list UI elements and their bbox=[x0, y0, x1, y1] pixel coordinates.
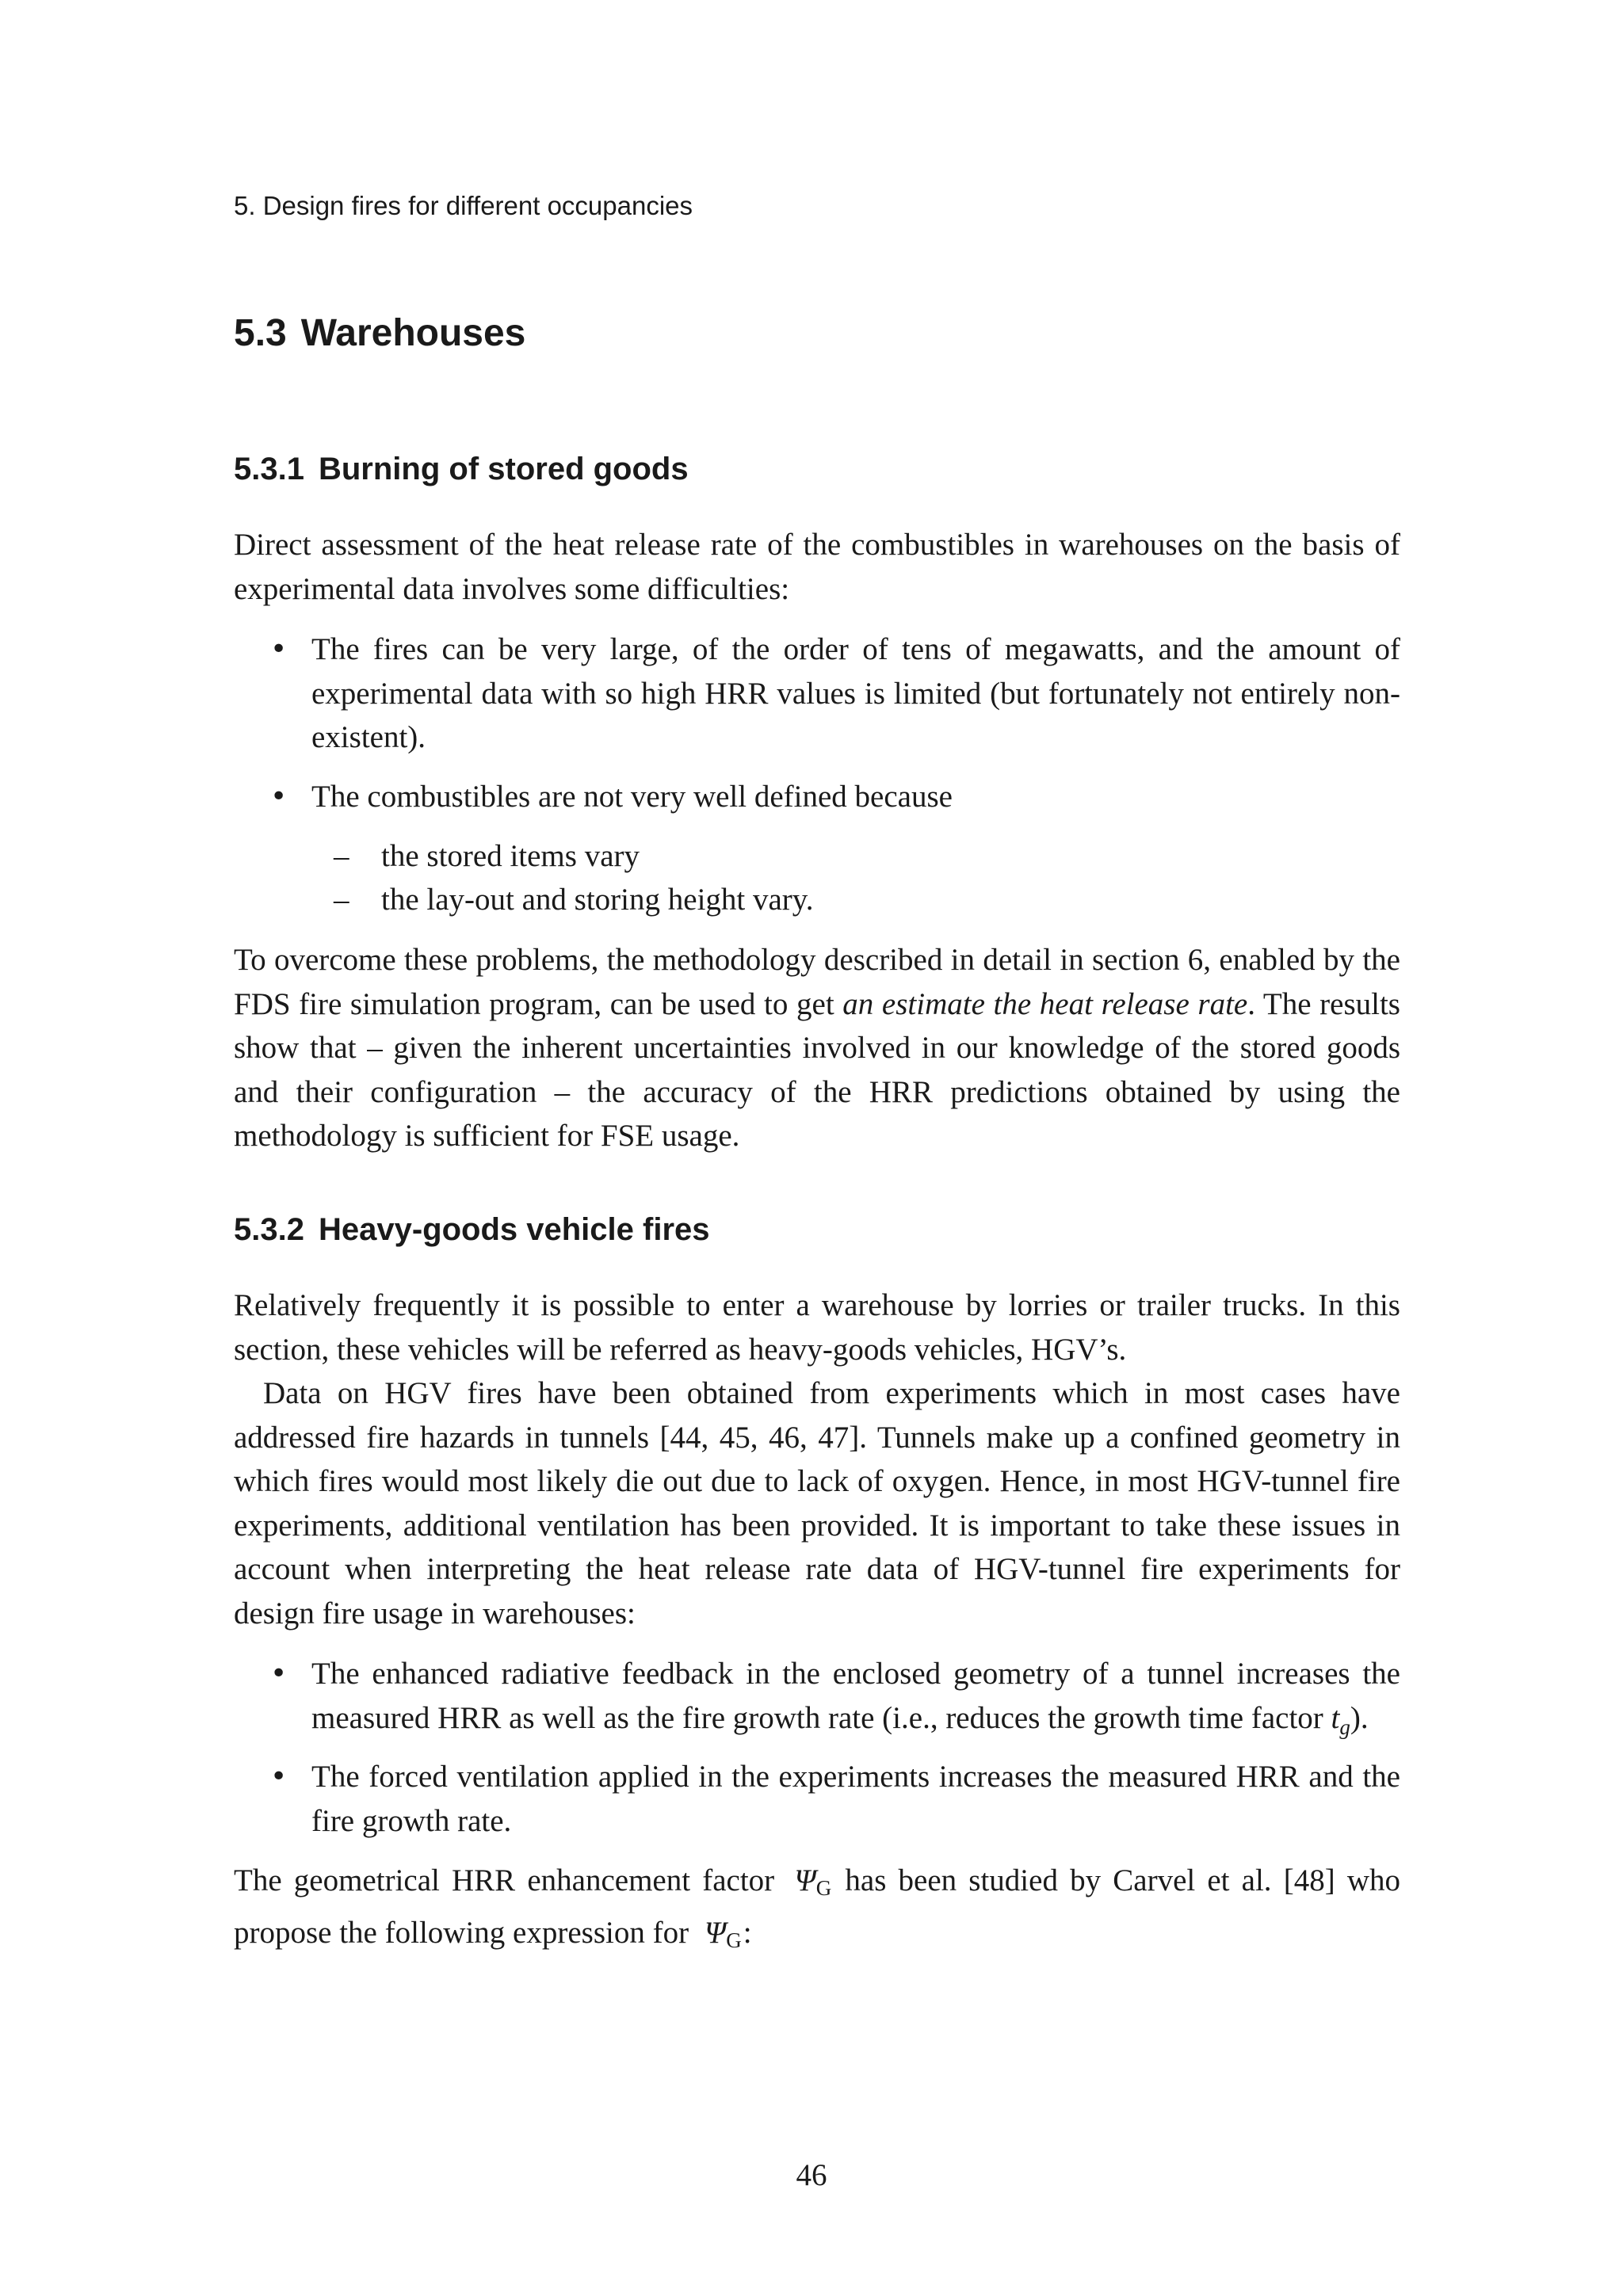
section-heading bbox=[234, 311, 525, 357]
paragraph-text: The geometrical HRR enhancement factor bbox=[234, 1863, 775, 1897]
psi-symbol: Ψ bbox=[704, 1915, 727, 1950]
growth-time-subscript: g bbox=[1339, 1714, 1350, 1739]
growth-time-symbol: t bbox=[1331, 1700, 1340, 1735]
subsection-number: 5.3.1 bbox=[234, 452, 304, 486]
bullet-item bbox=[270, 627, 1400, 760]
subsection-heading-5-3-1 bbox=[234, 450, 689, 488]
paragraph-hgv-data: Data on HGV fires have been obtained from experiments which in most cases have addressed fire hazards in tunnels [44, 45, 46, 47]. Tunnels make up a confined geometry in which fires would most likely die out due to lack of oxygen. Hence, in most HGV-tunnel fire experiments, additional ventilation has been provided. It is important to take these issues in account when interpreting the heat release rate data of HGV-tunnel fire experiments for design fire usage in warehouses: bbox=[234, 1376, 1400, 1630]
paragraph-text: . The results show that – given the inherent uncertainties involved in our knowledge of the stored goods and their configuration – the accuracy of the HRR predictions obtained by using the methodology is sufficient for FSE usage. bbox=[234, 986, 1400, 1153]
psi-subscript: G bbox=[726, 1928, 742, 1952]
dash-text: the stored items vary bbox=[381, 839, 640, 873]
dash-icon: – bbox=[334, 883, 349, 917]
bullet-text: The combustibles are not very well defined because bbox=[311, 780, 953, 814]
running-head: 5. Design fires for different occupancies bbox=[234, 191, 693, 220]
paragraph-enhancement-factor bbox=[234, 1859, 1400, 1962]
paragraph-text: : bbox=[743, 1915, 752, 1950]
bullet-icon: • bbox=[270, 1760, 288, 1793]
bullet-item bbox=[270, 775, 1400, 819]
bullet-text: ). bbox=[1350, 1700, 1369, 1735]
bullet-text: The forced ventilation applied in the experiments increases the measured HRR and the fire growth rate. bbox=[311, 1760, 1400, 1838]
section-title: Warehouses bbox=[300, 312, 526, 354]
bullet-icon: • bbox=[270, 1657, 288, 1690]
paragraph-intro: Direct assessment of the heat release rate of the combustibles in warehouses on the basis of experimental data involves some difficulties: bbox=[234, 528, 1400, 606]
bullet-item bbox=[270, 1652, 1400, 1749]
subsection-title: Burning of stored goods bbox=[318, 452, 689, 486]
bullet-icon: • bbox=[270, 780, 288, 813]
page-number: 46 bbox=[796, 2158, 827, 2192]
paragraph-text: To overcome these problems, the methodology described in detail in section 6, enabled by the FDS fire simulation program, can be used to get bbox=[234, 943, 1400, 1021]
subsection-title: Heavy-goods vehicle fires bbox=[318, 1212, 710, 1247]
paragraph-methodology bbox=[234, 938, 1400, 1158]
subsection-number: 5.3.2 bbox=[234, 1212, 304, 1247]
section-number: 5.3 bbox=[234, 312, 287, 354]
paragraph-text: has been studied by Carvel et al. [48] who propose the following expression for bbox=[234, 1863, 1401, 1950]
bullet-text: The fires can be very large, of the order of tens of megawatts, and the amount of experimental data with so high HRR values is limited (but fortunately not entirely non-existent). bbox=[311, 632, 1400, 754]
dash-item bbox=[334, 878, 1396, 922]
dash-item bbox=[334, 834, 1396, 879]
dash-icon: – bbox=[334, 839, 349, 873]
emphasis-text: an estimate the heat release rate bbox=[842, 986, 1248, 1021]
bullet-text: The enhanced radiative feedback in the enclosed geometry of a tunnel increases the measured HRR as well as the fire growth rate (i.e., reduces the growth time factor bbox=[311, 1657, 1400, 1735]
psi-symbol: Ψ bbox=[794, 1863, 816, 1897]
subsection-heading-5-3-2 bbox=[234, 1211, 710, 1249]
paragraph-hgv-intro: Relatively frequently it is possible to enter a warehouse by lorries or trailer trucks. In this section, these vehicles will be referred as heavy-goods vehicles, HGV’s. bbox=[234, 1288, 1400, 1367]
bullet-icon: • bbox=[270, 633, 288, 666]
bullet-item bbox=[270, 1755, 1400, 1843]
psi-subscript: G bbox=[815, 1876, 832, 1900]
dash-text: the lay-out and storing height vary. bbox=[381, 883, 814, 917]
